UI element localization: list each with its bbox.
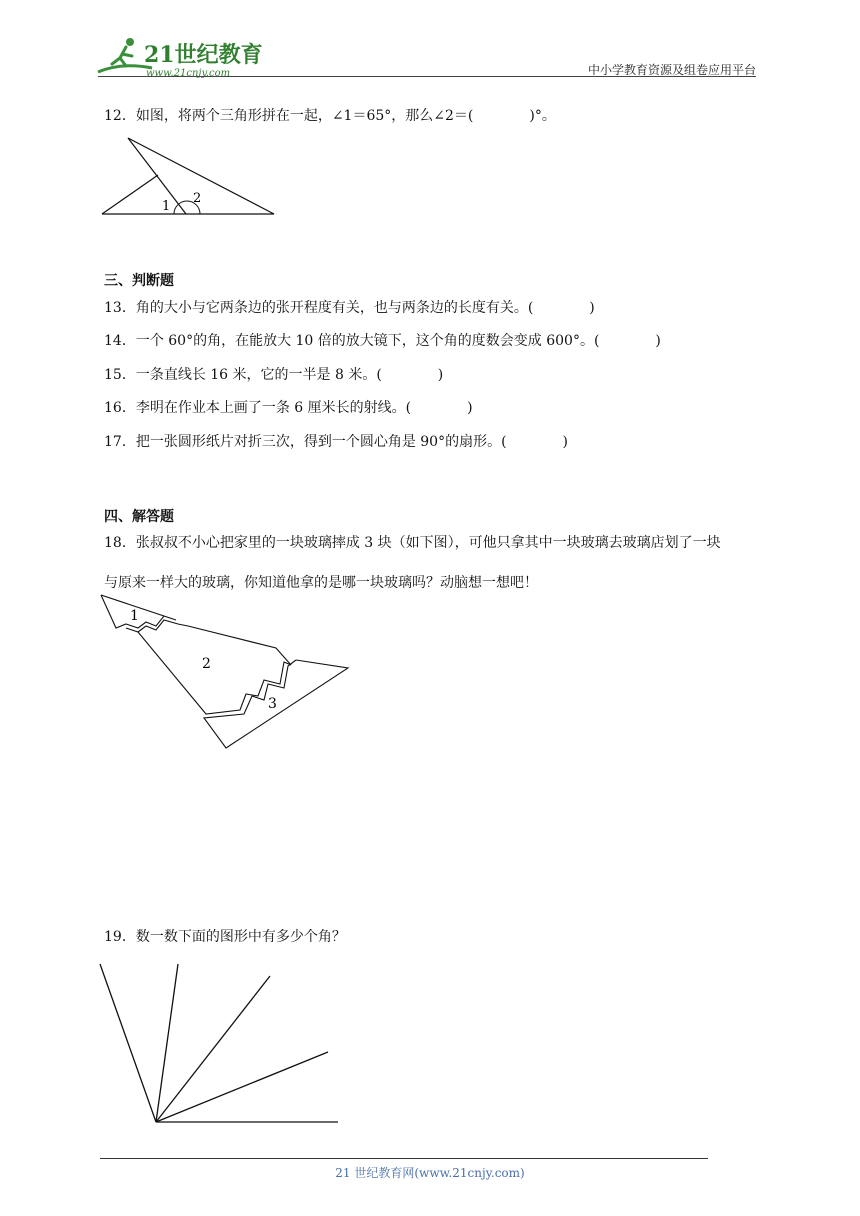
angle-2-label: 2 — [193, 191, 202, 206]
angle-rays-figure — [96, 960, 346, 1134]
footer-divider — [100, 1158, 708, 1159]
angle-1-label: 1 — [162, 199, 171, 214]
site-logo — [92, 34, 262, 80]
question-18-line-1: 18．张叔叔不小心把家里的一块玻璃摔成 3 块（如下图），可他只拿其中一块玻璃去玻璃店划了一块 — [104, 535, 721, 551]
question-18-line-2: 与原来一样大的玻璃，你知道他拿的是哪一块玻璃吗？动脑想一想吧！ — [104, 575, 538, 591]
question-12-text: 12．如图，将两个三角形拼在一起，∠1＝65°，那么∠2＝( )°。 — [104, 108, 556, 124]
question-12-figure — [96, 132, 286, 226]
logo-text: 21世纪教育 — [144, 42, 262, 68]
footer-text[interactable]: 21 世纪教育网(www.21cnjy.com) — [335, 1166, 525, 1180]
question-19-text: 19．数一数下面的图形中有多少个角？ — [104, 929, 346, 945]
broken-glass-figure — [96, 590, 356, 756]
question-16-text: 16．李明在作业本上画了一条 6 厘米长的射线。( ) — [104, 400, 473, 416]
question-13-text: 13．角的大小与它两条边的张开程度有关，也与两条边的长度有关。( ) — [104, 300, 595, 316]
section-3-title: 三、判断题 — [104, 273, 174, 289]
section-4-title: 四、解答题 — [104, 509, 174, 525]
header-platform-text: 中小学教育资源及组卷应用平台 — [587, 63, 756, 77]
question-17-text: 17．把一张圆形纸片对折三次，得到一个圆心角是 90°的扇形。( ) — [104, 434, 569, 450]
question-14-text: 14．一个 60°的角，在能放大 10 倍的放大镜下，这个角的度数会变成 600°。( ) — [104, 333, 661, 349]
question-15-text: 15．一条直线长 16 米，它的一半是 8 米。( ) — [104, 367, 444, 383]
piece-2-label: 2 — [202, 656, 211, 672]
logo-url: www.21cnjy.com — [146, 68, 231, 79]
piece-1-label: 1 — [130, 608, 139, 624]
header-divider — [98, 76, 756, 77]
piece-3-label: 3 — [268, 696, 277, 712]
